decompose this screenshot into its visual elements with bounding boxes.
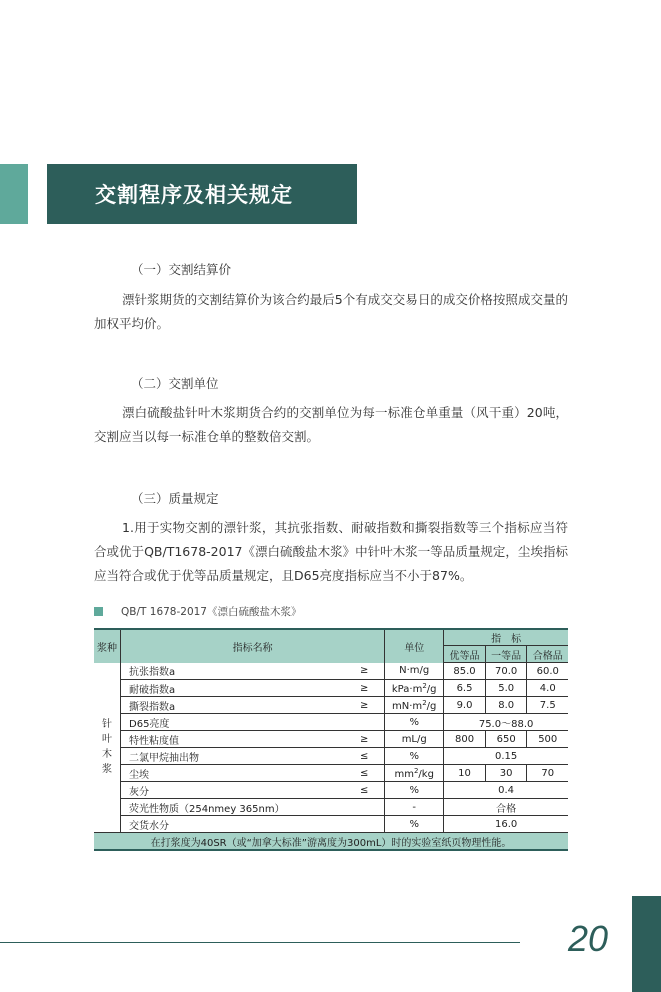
value-cell-merged: 0.4 [444,782,568,799]
table-row [94,680,568,697]
value-cell: 70 [527,765,568,782]
header-name: 指标名称 [121,629,385,663]
kind-cell: 针 叶 木 浆 [102,719,112,776]
value-cell: 9.0 [444,697,486,714]
header-grade-first: 一等品 [485,646,527,663]
section-heading-settlement-price: （一）交割结算价 [131,262,232,277]
table-row [94,731,568,748]
unit-cell: % [385,782,444,799]
page-number: 20 [568,918,609,959]
comparison-symbol [344,714,385,731]
value-cell: 500 [527,731,568,748]
indicator-name: 交货水分 [121,816,345,833]
value-cell: 800 [444,731,486,748]
comparison-symbol [344,799,385,816]
indicator-name: 荧光性物质（254nmey 365nm） [121,799,345,816]
value-cell: 10 [444,765,486,782]
caption-bullet-icon [94,607,103,616]
comparison-symbol: ≥ [344,680,385,697]
header-index: 指 标 [444,629,568,646]
section-text-quality: 1.用于实物交割的漂针浆，其抗张指数、耐破指数和撕裂指数等三个指标应当符合或优于QB/T1678-2017《漂白硫酸盐木浆》中针叶木浆一等品质量规定，尘埃指标应当符合或优于优等品质量规定，且D65亮度指标应当不小于87%。 [94,520,568,583]
indicator-name: D65亮度 [121,714,345,731]
unit-cell: $mN\cdot m^2/g$ [385,697,444,714]
section-heading-quality: （三）质量规定 [131,491,219,506]
value-cell: 30 [485,765,527,782]
value-cell: 5.0 [485,680,527,697]
value-cell: 6.5 [444,680,486,697]
unit-cell: $kPa\cdot m^2/g$ [385,680,444,697]
side-tab [0,164,28,224]
value-cell: 60.0 [527,663,568,680]
table-row [94,714,568,731]
page-title: 交割程序及相关规定 [95,183,293,207]
table-caption-text: QB/T 1678-2017《漂白硫酸盐木浆》 [121,606,302,618]
comparison-symbol: ≥ [344,663,385,680]
section-text-delivery-unit: 漂白硫酸盐针叶木浆期货合约的交割单位为每一标准仓单重量（风干重）20吨，交割应当以每一标准仓单的整数倍交割。 [94,405,568,444]
comparison-symbol: ≥ [344,731,385,748]
unit-cell: % [385,816,444,833]
value-cell: 70.0 [485,663,527,680]
value-cell: 85.0 [444,663,486,680]
unit-cell: N·m/g [385,663,444,680]
value-cell: 8.0 [485,697,527,714]
value-cell-merged: 0.15 [444,748,568,765]
indicator-name: 抗张指数a [121,663,345,680]
table-row [94,697,568,714]
header-grade-premium: 优等品 [444,646,486,663]
header-grade-qualified: 合格品 [527,646,568,663]
page-corner-block [632,896,661,992]
comparison-symbol: ≥ [344,697,385,714]
table-row [94,765,568,782]
title-bar [47,164,357,224]
value-cell-merged: 合格 [444,799,568,816]
indicator-name: 灰分 [121,782,345,799]
indicator-name: 耐破指数a [121,680,345,697]
table-caption [94,604,302,619]
comparison-symbol: ≤ [344,782,385,799]
table-row [94,663,568,680]
table-row [94,799,568,816]
header-unit: 单位 [385,629,444,663]
table-row [94,782,568,799]
table-footnote: 在打浆度为40SR（或“加拿大标准”游离度为300mL）时的实验室纸页物理性能。 [94,833,568,851]
value-cell: 4.0 [527,680,568,697]
unit-cell: % [385,714,444,731]
indicator-name: 二氯甲烷抽出物 [121,748,345,765]
value-cell: 7.5 [527,697,568,714]
indicator-name: 撕裂指数a [121,697,345,714]
value-cell: 650 [485,731,527,748]
unit-cell: $mm^2/kg$ [385,765,444,782]
comparison-symbol: ≤ [344,765,385,782]
value-cell-merged: 75.0～88.0 [444,714,568,731]
comparison-symbol [344,816,385,833]
indicator-name: 特性粘度值 [121,731,345,748]
value-cell-merged: 16.0 [444,816,568,833]
unit-cell: - [385,799,444,816]
table-row [94,816,568,833]
unit-cell: mL/g [385,731,444,748]
unit-cell: % [385,748,444,765]
table-row [94,748,568,765]
header-kind: 浆种 [94,629,121,663]
quality-table [94,628,568,851]
comparison-symbol: ≤ [344,748,385,765]
indicator-name: 尘埃 [121,765,345,782]
section-heading-delivery-unit: （二）交割单位 [131,376,219,391]
footer-rule [0,942,520,943]
section-text-settlement-price: 漂针浆期货的交割结算价为该合约最后5个有成交交易日的成交价格按照成交量的加权平均价。 [94,292,568,331]
